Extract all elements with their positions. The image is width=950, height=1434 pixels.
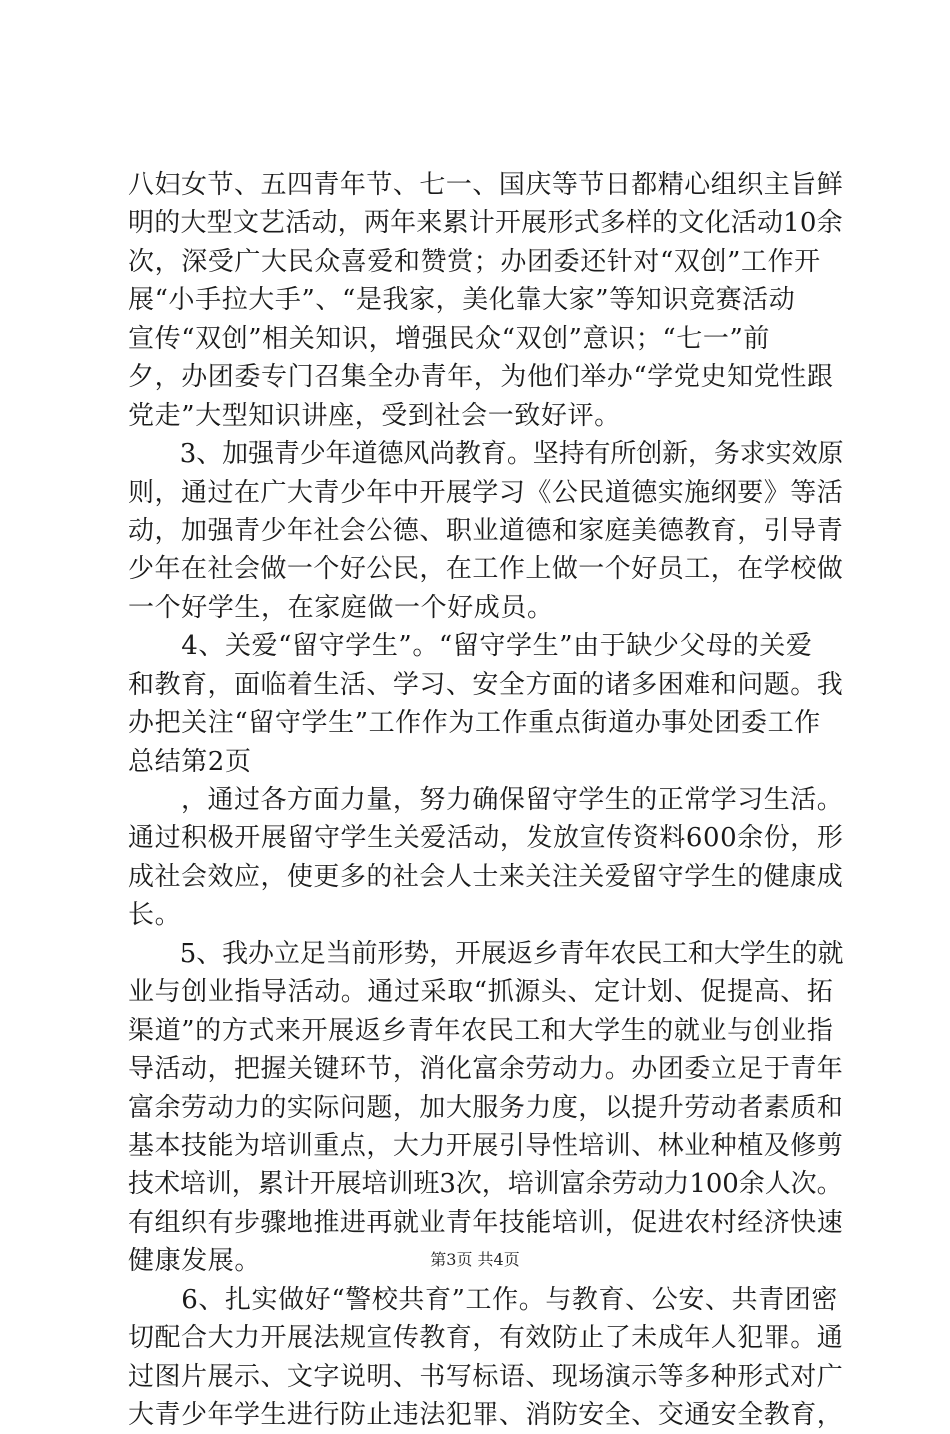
body-text-line: 5、我办立足当前形势，开展返乡青年农民工和大学生的就 — [128, 938, 844, 969]
page-footer: 第3页 共4页 — [430, 1250, 520, 1269]
body-text-line: 技术培训，累计开展培训班3次，培训富余劳动力100余人次。 — [128, 1169, 843, 1200]
body-text-line: 渠道”的方式来开展返乡青年农民工和大学生的就业与创业指 — [128, 1015, 834, 1046]
body-text-line: 过图片展示、文字说明、书写标语、现场演示等多种形式对广 — [128, 1361, 844, 1392]
body-text-line: 夕，办团委专门召集全办青年，为他们举办“学党史知党性跟 — [128, 362, 834, 393]
body-text-line: 有组织有步骤地推进再就业青年技能培训，促进农村经济快速 — [128, 1207, 844, 1238]
body-text-line: 明的大型文艺活动，两年来累计开展形式多样的文化活动10余 — [128, 208, 843, 239]
body-text-line: 长。 — [128, 900, 182, 931]
body-text-line: 成社会效应，使更多的社会人士来关注关爱留守学生的健康成 — [128, 861, 844, 892]
body-text-line: 党走”大型知识讲座，受到社会一致好评。 — [128, 400, 621, 431]
body-text-line: 业与创业指导活动。通过采取“抓源头、定计划、促提高、拓 — [128, 977, 834, 1008]
body-text-line: 则，通过在广大青少年中开展学习《公民道德实施纲要》等活 — [128, 477, 844, 508]
body-text-line: 大青少年学生进行防止违法犯罪、消防安全、交通安全教育， — [128, 1400, 844, 1430]
body-text-line: 导活动，把握关键环节，消化富余劳动力。办团委立足于青年 — [128, 1054, 844, 1085]
body-text-line: 展“小手拉大手”、“是我家，美化靠大家”等知识竞赛活动 — [128, 285, 796, 316]
body-text-line: 总结第2页 — [128, 746, 252, 777]
body-text-line: 6、扎实做好“警校共育”工作。与教育、公安、共青团密 — [128, 1284, 838, 1315]
body-text-line: 八妇女节、五四青年节、七一、国庆等节日都精心组织主旨鲜 — [128, 170, 844, 200]
body-text-line: 宣传“双创”相关知识，增强民众“双创”意识；“七一”前 — [128, 323, 770, 354]
body-text-line: 办把关注“留守学生”工作作为工作重点街道办事处团委工作 — [128, 708, 821, 739]
document-body — [128, 166, 843, 1434]
body-text-line: 次，深受广大民众喜爱和赞赏；办团委还针对“双创”工作开 — [128, 246, 821, 277]
body-text-line: 少年在社会做一个好公民，在工作上做一个好员工，在学校做 — [128, 554, 844, 585]
body-text-line: 一个好学生，在家庭做一个好成员。 — [128, 592, 554, 623]
body-text-line: ，通过各方面力量，努力确保留守学生的正常学习生活。 — [128, 785, 844, 815]
body-text-line: 基本技能为培训重点，大力开展引导性培训、林业种植及修剪 — [128, 1130, 844, 1161]
body-text-line: 和教育，面临着生活、学习、安全方面的诸多困难和问题。我 — [128, 669, 844, 700]
body-text-line: 动，加强青少年社会公德、职业道德和家庭美德教育，引导青 — [128, 515, 844, 546]
body-text-line: 通过积极开展留守学生关爱活动，发放宣传资料600余份，形 — [128, 823, 844, 854]
body-text-line: 健康发展。 — [128, 1246, 262, 1277]
body-text-line: 切配合大力开展法规宣传教育，有效防止了未成年人犯罪。通 — [128, 1323, 844, 1354]
body-text-line: 3、加强青少年道德风尚教育。坚持有所创新，务求实效原 — [128, 439, 844, 470]
body-text-line: 4、关爱“留守学生”。“留守学生”由于缺少父母的关爱 — [128, 631, 813, 662]
body-text-line: 富余劳动力的实际问题，加大服务力度，以提升劳动者素质和 — [128, 1092, 844, 1123]
